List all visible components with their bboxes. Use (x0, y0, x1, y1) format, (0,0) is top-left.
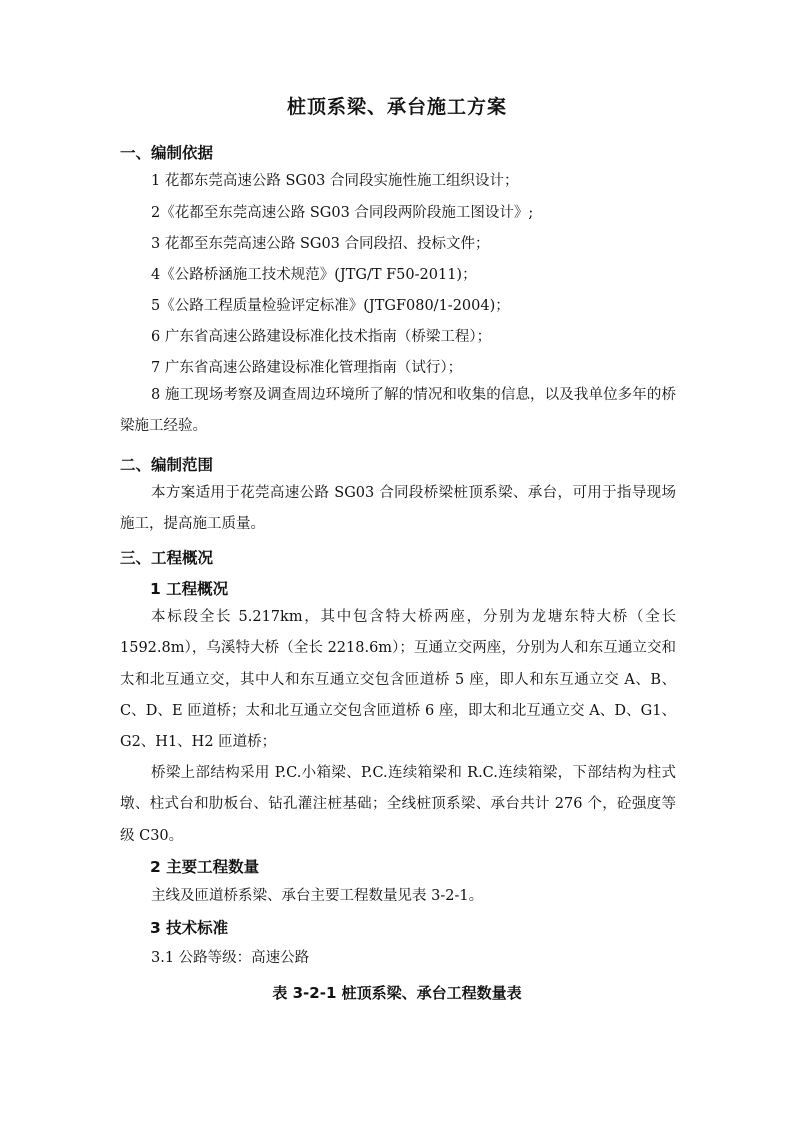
basis-item-2: 2《花都至东莞高速公路 SG03 合同段两阶段施工图设计》; (151, 205, 534, 221)
scope-paragraph: 本方案适用于花莞高速公路 SG03 合同段桥梁桩顶系梁、承台，可用于指导现场施工，提高施工质量。 (120, 485, 676, 533)
subheading-standards: 3 技术标准 (150, 919, 229, 937)
basis-item-4: 4《公路桥涵施工技术规范》(JTG/T F50-2011)； (151, 267, 477, 283)
basis-item-1: 1 花都东莞高速公路 SG03 合同段实施性施工组织设计； (151, 173, 519, 189)
basis-item-6: 6 广东省高速公路建设标准化技术指南（桥梁工程）； (151, 329, 492, 345)
overview-paragraph-2: 桥梁上部结构采用 P.C.小箱梁、P.C.连续箱梁和 R.C.连续箱梁，下部结构为柱式墩、柱式台和肋板台、钻孔灌注桩基础；全线桩顶系梁、承台共计 276 个，砼强度等级 C30。 (120, 765, 676, 844)
table-caption: 表 3-2-1 桩顶系梁、承台工程数量表 (272, 984, 522, 1002)
standards-text: 3.1 公路等级：高速公路 (151, 950, 310, 966)
basis-item-8: 8 施工现场考察及调查周边环境所了解的情况和收集的信息，以及我单位多年的桥梁施工经验。 (120, 387, 676, 435)
basis-item-3: 3 花都至东莞高速公路 SG03 合同段招、投标文件； (151, 236, 490, 252)
overview-paragraph-1: 本标段全长 5.217km，其中包含特大桥两座，分别为龙塘东特大桥（全长 1592.8m），乌溪特大桥（全长 2218.6m）；互通立交两座，分别为人和东互通立交和太和北互通立交，其中人和东互通立交包含匝道桥 5 座，即人和东互通立交 A、B、C、D、E 匝道桥；太和北互通立交包含匝道桥 6 座，即太和北互通立交 A、D、G1、G2、H1、H2 匝道桥； (120, 609, 676, 751)
section-heading-overview: 三、工程概况 (120, 549, 214, 567)
document-title: 桩顶系梁、承台施工方案 (286, 96, 507, 118)
basis-item-5: 5《公路工程质量检验评定标准》(JTGF080/1-2004)； (151, 298, 510, 314)
quantities-text: 主线及匝道桥系梁、承台主要工程数量见表 3-2-1。 (151, 888, 484, 904)
subheading-quantities: 2 主要工程数量 (150, 858, 260, 876)
section-heading-basis: 一、编制依据 (120, 144, 214, 162)
basis-item-7: 7 广东省高速公路建设标准化管理指南（试行）； (151, 360, 463, 376)
section-heading-scope: 二、编制范围 (120, 456, 214, 474)
subheading-overview: 1 工程概况 (150, 580, 229, 598)
